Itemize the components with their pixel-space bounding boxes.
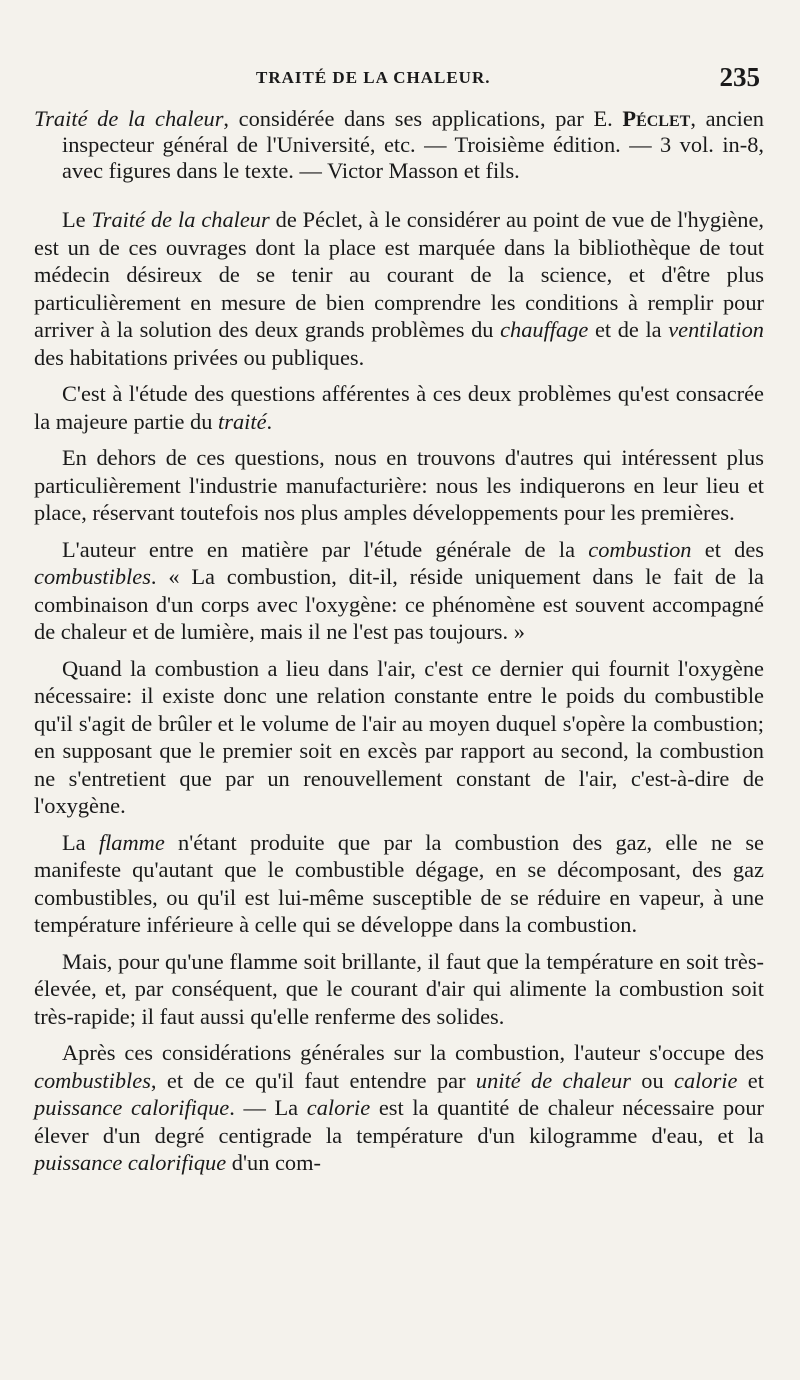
paragraph-1: Le Traité de la chaleur de Péclet, à le considérer au point de vue de l'hygiène, est un de ces ouvrages dont la place est marquée dans la bibliothèque de tout médecin désireux de se tenir au courant de la science, et d'être plus particulièrement en mesure de bien comprendre les conditions à remplir pour arriver à la solution des deux grands problèmes du chauffage et de la ventilation des habitations privées ou publiques. bbox=[34, 207, 764, 370]
book-title: Traité de la chaleur bbox=[34, 106, 224, 131]
bibliographic-entry: Traité de la chaleur, considérée dans ses applications, par E. Péclet, ancien inspecteur général de l'Université, etc. — Troisième édition. — 3 vol. in-8, avec figures dans le texte. — Victor Masson et fils. bbox=[34, 106, 765, 183]
paragraph-7: Mais, pour qu'une flamme soit brillante, il faut que la température en soit très-élevée, et, par conséquent, que le courant d'air qui alimente la combustion soit très-rapide; il faut aussi qu'elle renferme des solides. bbox=[34, 948, 764, 1029]
paragraph-8: Après ces considérations générales sur la combustion, l'auteur s'occupe des combustibles, et de ce qu'il faut entendre par unité de chaleur ou calorie et puissance calorifique. — La calorie est la quantité de chaleur nécessaire pour élever d'un degré centigrade la température d'un kilogramme d'eau, et la puissance calorifique d'un com- bbox=[34, 1040, 764, 1175]
paragraph-3: En dehors de ces questions, nous en trouvons d'autres qui intéressent plus particulièrement l'industrie manufacturière: nous les indiquerons en leur lieu et place, réservant toutefois nos plus amples développements pour les premières. bbox=[34, 445, 764, 525]
page-header bbox=[34, 62, 764, 106]
author-name: Péclet bbox=[622, 106, 691, 131]
book-page bbox=[34, 62, 764, 1372]
page-number: 235 bbox=[719, 62, 760, 92]
paragraph-2: C'est à l'étude des questions afférentes à ces deux problèmes qu'est consacrée la majeure partie du traité. bbox=[34, 381, 764, 434]
running-head: TRAITÉ DE LA CHALEUR. bbox=[256, 68, 491, 87]
paragraph-6: La flamme n'étant produite que par la combustion des gaz, elle ne se manifeste qu'autant que le combustible dégage, en se décomposant, des gaz combustibles, ou qu'il est lui-même susceptible de se réduire en vapeur, à une température inférieure à celle qui se développe dans la combustion. bbox=[34, 829, 764, 937]
body-text bbox=[34, 206, 764, 1177]
paragraph-5: Quand la combustion a lieu dans l'air, c'est ce dernier qui fournit l'oxygène nécessaire: il existe donc une relation constante entre le poids du combustible qu'il s'agit de brûler et le volume de l'air au moyen duquel s'opère la combustion; en supposant que le premier soit en excès par rapport au second, la combustion ne s'entretient que par un renouvellement constant de l'air, c'est-à-dire de l'oxygène. bbox=[34, 655, 764, 818]
paragraph-4: L'auteur entre en matière par l'étude générale de la combustion et des combustibles. « La combustion, dit-il, réside uniquement dans le fait de la combinaison d'un corps avec l'oxygène: ce phénomène est souvent accompagné de chaleur et de lumière, mais il ne l'est pas toujours. » bbox=[34, 536, 764, 644]
